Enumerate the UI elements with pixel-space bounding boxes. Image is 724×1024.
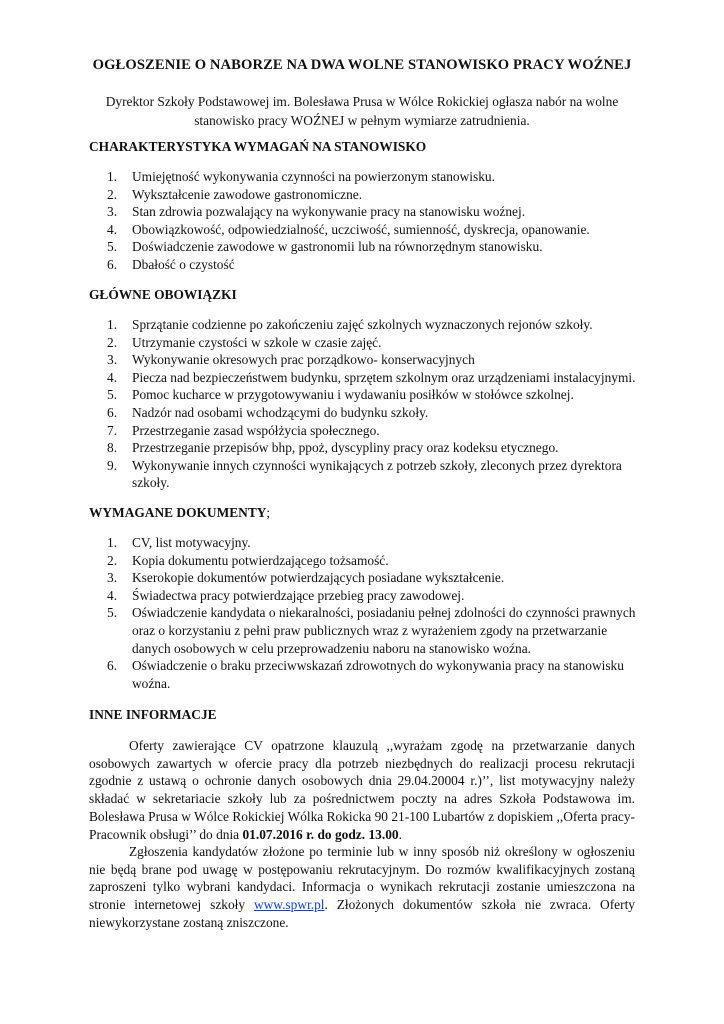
- list-number: 4.: [107, 369, 118, 385]
- list-number: 9.: [107, 457, 118, 473]
- list-number: 5.: [107, 387, 118, 403]
- list-text: Przestrzeganie przepisów bhp, ppoż, dyscypliny pracy oraz kodeksu etycznego.: [132, 440, 559, 456]
- list-item: [0, 457, 724, 492]
- list-number: 6.: [107, 404, 118, 420]
- duties-heading: GŁÓWNE OBOWIĄZKI: [89, 287, 237, 302]
- list-item: [0, 534, 724, 552]
- list-text: Świadectwa pracy potwierdzające przebieg pracy zawodowej.: [132, 587, 465, 603]
- list-text: Wykonywanie okresowych prac porządkowo- konserwacyjnych: [132, 352, 475, 368]
- paragraph-end: . Złożonych dokumentów szkoła nie zwraca. Oferty niewykorzystane zostaną zniszczone.: [89, 897, 635, 930]
- list-item: [0, 221, 724, 239]
- list-text: Kserokopie dokumentów potwierdzających posiadane wykształcenie.: [132, 570, 505, 586]
- list-text: Stan zdrowia pozwalający na wykonywanie pracy na stanowisku woźnej.: [132, 204, 526, 220]
- list-number: 2.: [107, 552, 118, 568]
- intro-paragraph: [90, 92, 634, 130]
- list-item: [0, 369, 724, 387]
- list-item: [0, 569, 724, 587]
- list-item: [0, 439, 724, 457]
- list-number: 1.: [107, 317, 118, 332]
- list-text: Pomoc kucharce w przygotowywaniu i wydawaniu posiłków w stołówce szkolnej.: [132, 387, 574, 403]
- list-number: 3.: [107, 352, 118, 368]
- list-number: 2.: [107, 186, 118, 202]
- intro-line: Dyrektor Szkoły Podstawowej im. Bolesława Prusa w Wólce Rokickiej ogłasza nabór na wolne: [105, 94, 619, 109]
- list-text: Sprzątanie codzienne po zakończeniu zajęć szkolnych wyznaczonych rejonów szkoły.: [132, 317, 593, 332]
- list-number: 5.: [107, 605, 118, 621]
- list-item: [0, 552, 724, 570]
- list-item: [0, 422, 724, 440]
- list-number: 5.: [107, 239, 118, 255]
- paragraph-text: Zgłoszenia kandydatów złożone po terminie lub w inny sposób niż określony w ogłoszeniu nie będą brane pod uwagę w postępowaniu rekrutacyjnym. Do rozmów kwalifikacyjnych zostaną zaproszeni tylko wybrani kandydaci. Informacja o wynikach rekrutacji zostanie umieszczona na stronie internetowej szkoły: [89, 844, 635, 913]
- paragraph-end: .: [398, 826, 402, 842]
- intro-line: stanowisko pracy WOŹNEJ w pełnym wymiarze zatrudnienia.: [194, 113, 530, 128]
- list-item: [0, 404, 724, 422]
- list-text: Oświadczenie kandydata o niekaralności, posiadaniu pełnej zdolności do czynności prawnych oraz o korzystaniu z pełni praw publicznych wraz z wyrażeniem zgody na przetwarzanie danych osobowych w celu przeprowadzeniu naboru na stanowisko woźna.: [132, 605, 636, 656]
- list-number: 7.: [107, 422, 118, 438]
- list-item: [0, 587, 724, 605]
- list-number: 1.: [107, 535, 118, 550]
- list-text: Nadzór nad osobami wchodzącymi do budynku szkoły.: [132, 404, 429, 420]
- list-item: [0, 316, 724, 334]
- list-item: [0, 186, 724, 204]
- paragraph-text: Oferty zawierające CV opatrzone klauzulą ,,wyrażam zgodę na przetwarzanie danych osobowych zawartych w ofercie pracy dla potrzeb niezbędnych do realizacji procesu rekrutacji zgodnie z ustawą o ochronie danych osobowych dnia 29.04.20004 r.)’’, list motywacyjny należy składać w sekretariacie szkoły lub za pośrednictwem poczty na adres Szkoła Podstawowa im. Bolesława Prusa w Wólce Rokickiej Wólka Rokicka 90 21-100 Lubartów z dopiskiem ,,Oferta pracy-Pracownik obsługi’’ do dnia: [89, 738, 635, 842]
- requirements-heading: CHARAKTERYSTYKA WYMAGAŃ NA STANOWISKO: [89, 139, 427, 154]
- other-info-paragraph-2: [89, 843, 635, 932]
- duties-list: [0, 316, 724, 492]
- list-number: 8.: [107, 440, 118, 456]
- list-text: Wykształcenie zawodowe gastronomiczne.: [132, 186, 363, 202]
- list-text: Utrzymanie czystości w szkole w czasie zajęć.: [132, 334, 382, 350]
- school-website-link[interactable]: www.spwr.pl: [253, 897, 325, 913]
- list-item: [0, 386, 724, 404]
- list-text: Obowiązkowość, odpowiedzialność, uczciwość, sumienność, dyskrecja, opanowanie.: [132, 221, 590, 237]
- list-text: Piecza nad bezpieczeństwem budynku, sprzętem szkolnym oraz urządzeniami instalacyjnymi.: [132, 369, 636, 385]
- list-number: 4.: [107, 587, 118, 603]
- requirements-list: [0, 168, 724, 274]
- list-number: 6.: [107, 658, 118, 674]
- deadline-text: 01.07.2016 r. do godz. 13.00: [242, 826, 399, 842]
- list-text: Wykonywanie innych czynności wynikających z potrzeb szkoły, zleconych przez dyrektora szkoły.: [132, 457, 622, 491]
- list-text: Dbałość o czystość: [132, 256, 235, 272]
- documents-list: [0, 534, 724, 692]
- other-info-paragraph-1: [89, 737, 635, 843]
- list-number: 1.: [107, 169, 118, 184]
- list-item: [0, 256, 724, 274]
- list-item: [0, 351, 724, 369]
- list-item: [0, 334, 724, 352]
- list-item: [0, 203, 724, 221]
- documents-heading-suffix: ;: [266, 505, 271, 520]
- list-text: Doświadczenie zawodowe w gastronomii lub na równorzędnym stanowisku.: [132, 239, 543, 255]
- list-item: [0, 168, 724, 186]
- list-item: [0, 657, 724, 692]
- document-title: OGŁOSZENIE O NABORZE NA DWA WOLNE STANOWISKO PRACY WOŹNEJ: [92, 57, 632, 73]
- list-text: Umiejętność wykonywania czynności na powierzonym stanowisku.: [132, 169, 495, 184]
- documents-heading: [89, 505, 270, 521]
- list-text: CV, list motywacyjny.: [132, 535, 251, 550]
- list-item: [0, 604, 724, 657]
- list-number: 2.: [107, 334, 118, 350]
- list-text: Przestrzeganie zasad współżycia społecznego.: [132, 422, 380, 438]
- list-number: 3.: [107, 570, 118, 586]
- other-info-heading: INNE INFORMACJE: [89, 707, 217, 722]
- list-number: 3.: [107, 204, 118, 220]
- list-number: 6.: [107, 256, 118, 272]
- documents-heading-text: WYMAGANE DOKUMENTY: [89, 505, 267, 520]
- list-text: Oświadczenie o braku przeciwwskazań zdrowotnych do wykonywania pracy na stanowisku woźna.: [132, 658, 624, 691]
- list-text: Kopia dokumentu potwierdzającego tożsamość.: [132, 552, 389, 568]
- list-number: 4.: [107, 221, 118, 237]
- list-item: [0, 238, 724, 256]
